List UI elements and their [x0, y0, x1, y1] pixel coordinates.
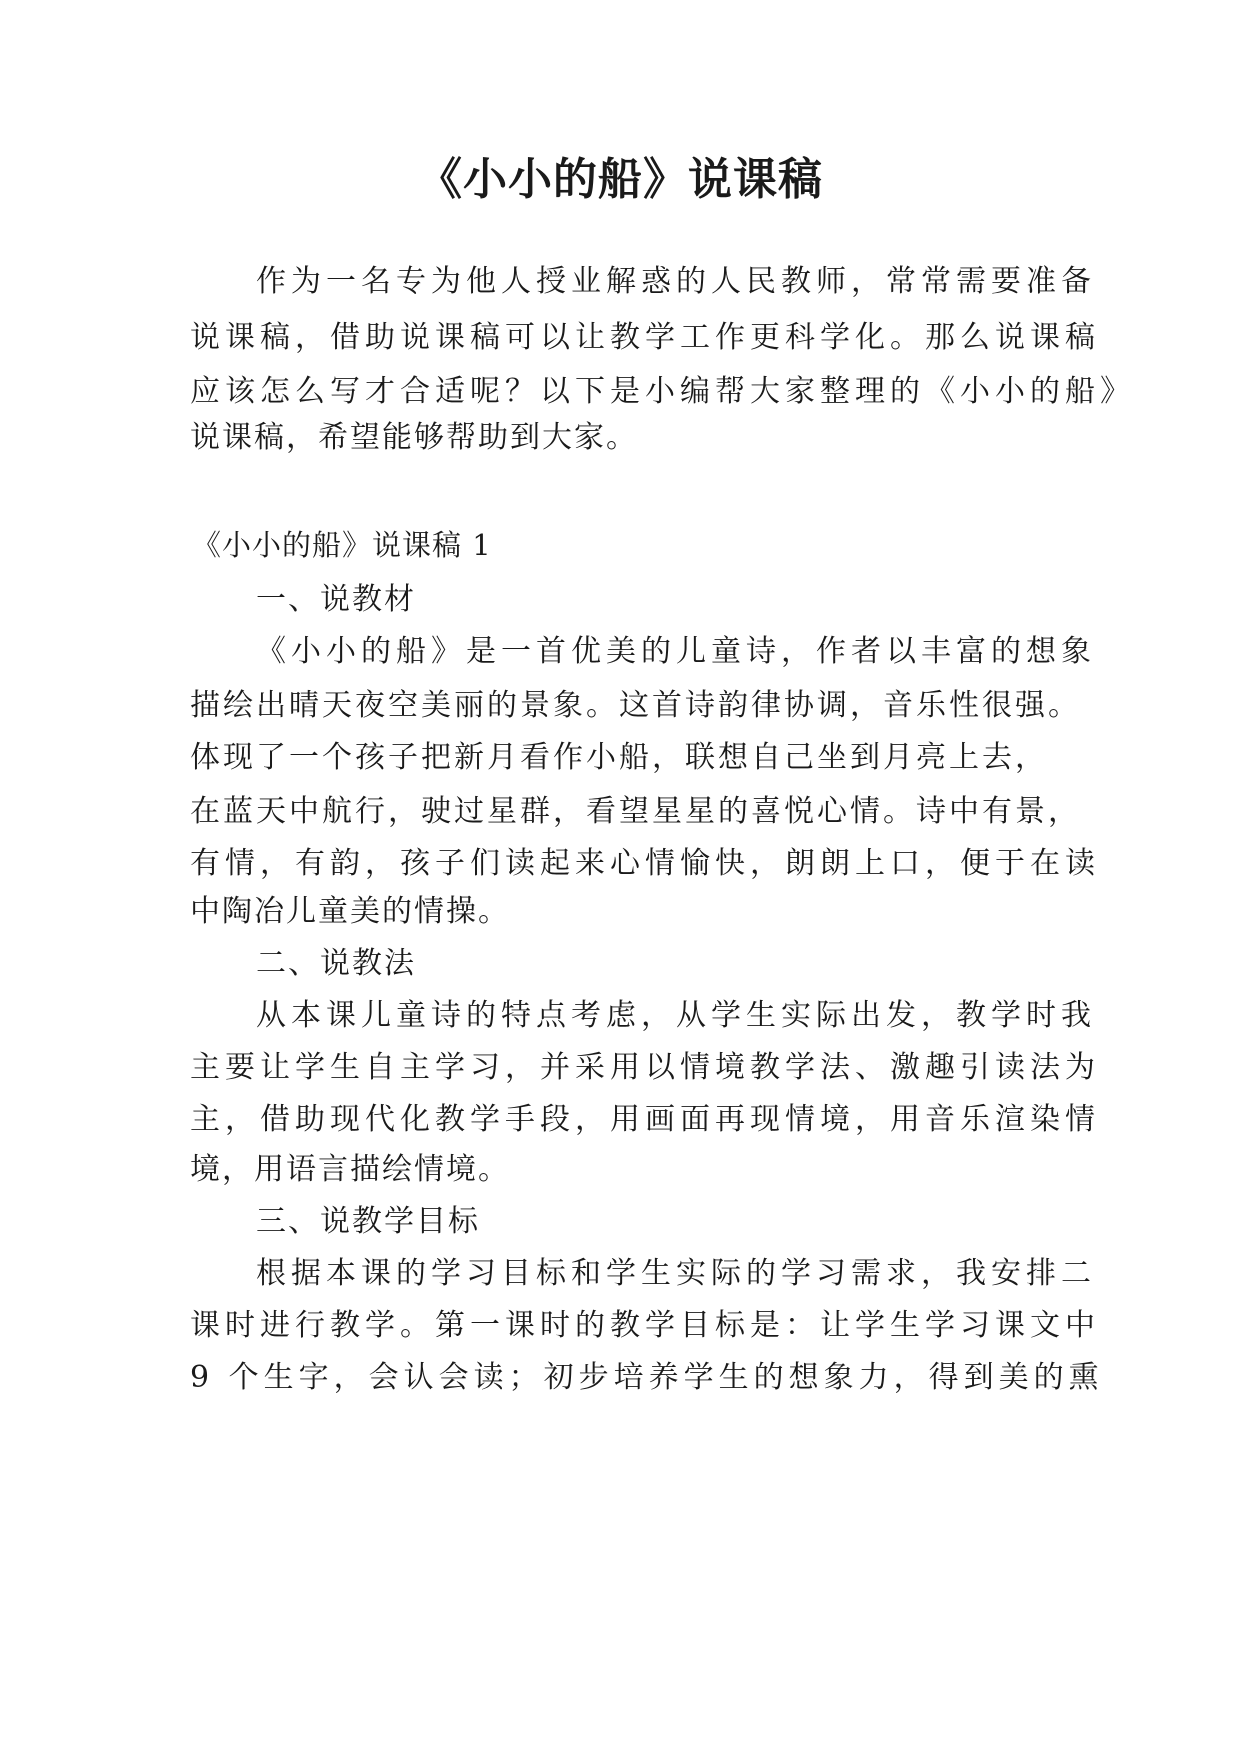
paragraph-line: 从本课儿童诗的特点考虑，从学生实际出发，教学时我 — [256, 998, 1096, 1033]
intro-line: 说课稿，借助说课稿可以让教学工作更科学化。那么说课稿 — [190, 320, 1100, 355]
paragraph-line: 根据本课的学习目标和学生实际的学习需求，我安排二 — [256, 1256, 1096, 1291]
paragraph-line: 描绘出晴天夜空美丽的景象。这首诗韵律协调，音乐性很强。 — [190, 688, 1081, 723]
intro-line: 应该怎么写才合适呢？以下是小编帮大家整理的《小小的船》 — [190, 374, 1135, 409]
section-subtitle: 《小小的船》说课稿 1 — [192, 528, 492, 562]
paragraph-line: 中陶冶儿童美的情操。 — [190, 894, 510, 929]
paragraph-line: 在蓝天中航行，驶过星群，看望星星的喜悦心情。诗中有景， — [190, 794, 1081, 829]
page-title: 《小小的船》说课稿 — [418, 154, 823, 205]
paragraph-line: 《小小的船》是一首优美的儿童诗，作者以丰富的想象 — [256, 634, 1096, 669]
paragraph-line: 主，借助现代化教学手段，用画面再现情境，用音乐渲染情 — [190, 1102, 1100, 1137]
paragraph-line: 体现了一个孩子把新月看作小船，联想自己坐到月亮上去， — [190, 740, 1048, 775]
paragraph-line: 课时进行教学。第一课时的教学目标是：让学生学习课文中 — [190, 1308, 1100, 1343]
paragraph-line: 境，用语言描绘情境。 — [190, 1152, 510, 1187]
paragraph-line: 9 个生字，会认会读；初步培养学生的想象力，得到美的熏 — [190, 1360, 1104, 1395]
intro-line: 作为一名专为他人授业解惑的人民教师，常常需要准备 — [256, 264, 1096, 299]
section-heading: 二、说教法 — [256, 946, 416, 981]
section-heading: 三、说教学目标 — [256, 1204, 480, 1239]
intro-line: 说课稿，希望能够帮助到大家。 — [190, 420, 638, 455]
section-heading: 一、说教材 — [256, 582, 416, 617]
paragraph-line: 有情，有韵，孩子们读起来心情愉快，朗朗上口，便于在读 — [190, 846, 1100, 881]
paragraph-line: 主要让学生自主学习，并采用以情境教学法、激趣引读法为 — [190, 1050, 1100, 1085]
